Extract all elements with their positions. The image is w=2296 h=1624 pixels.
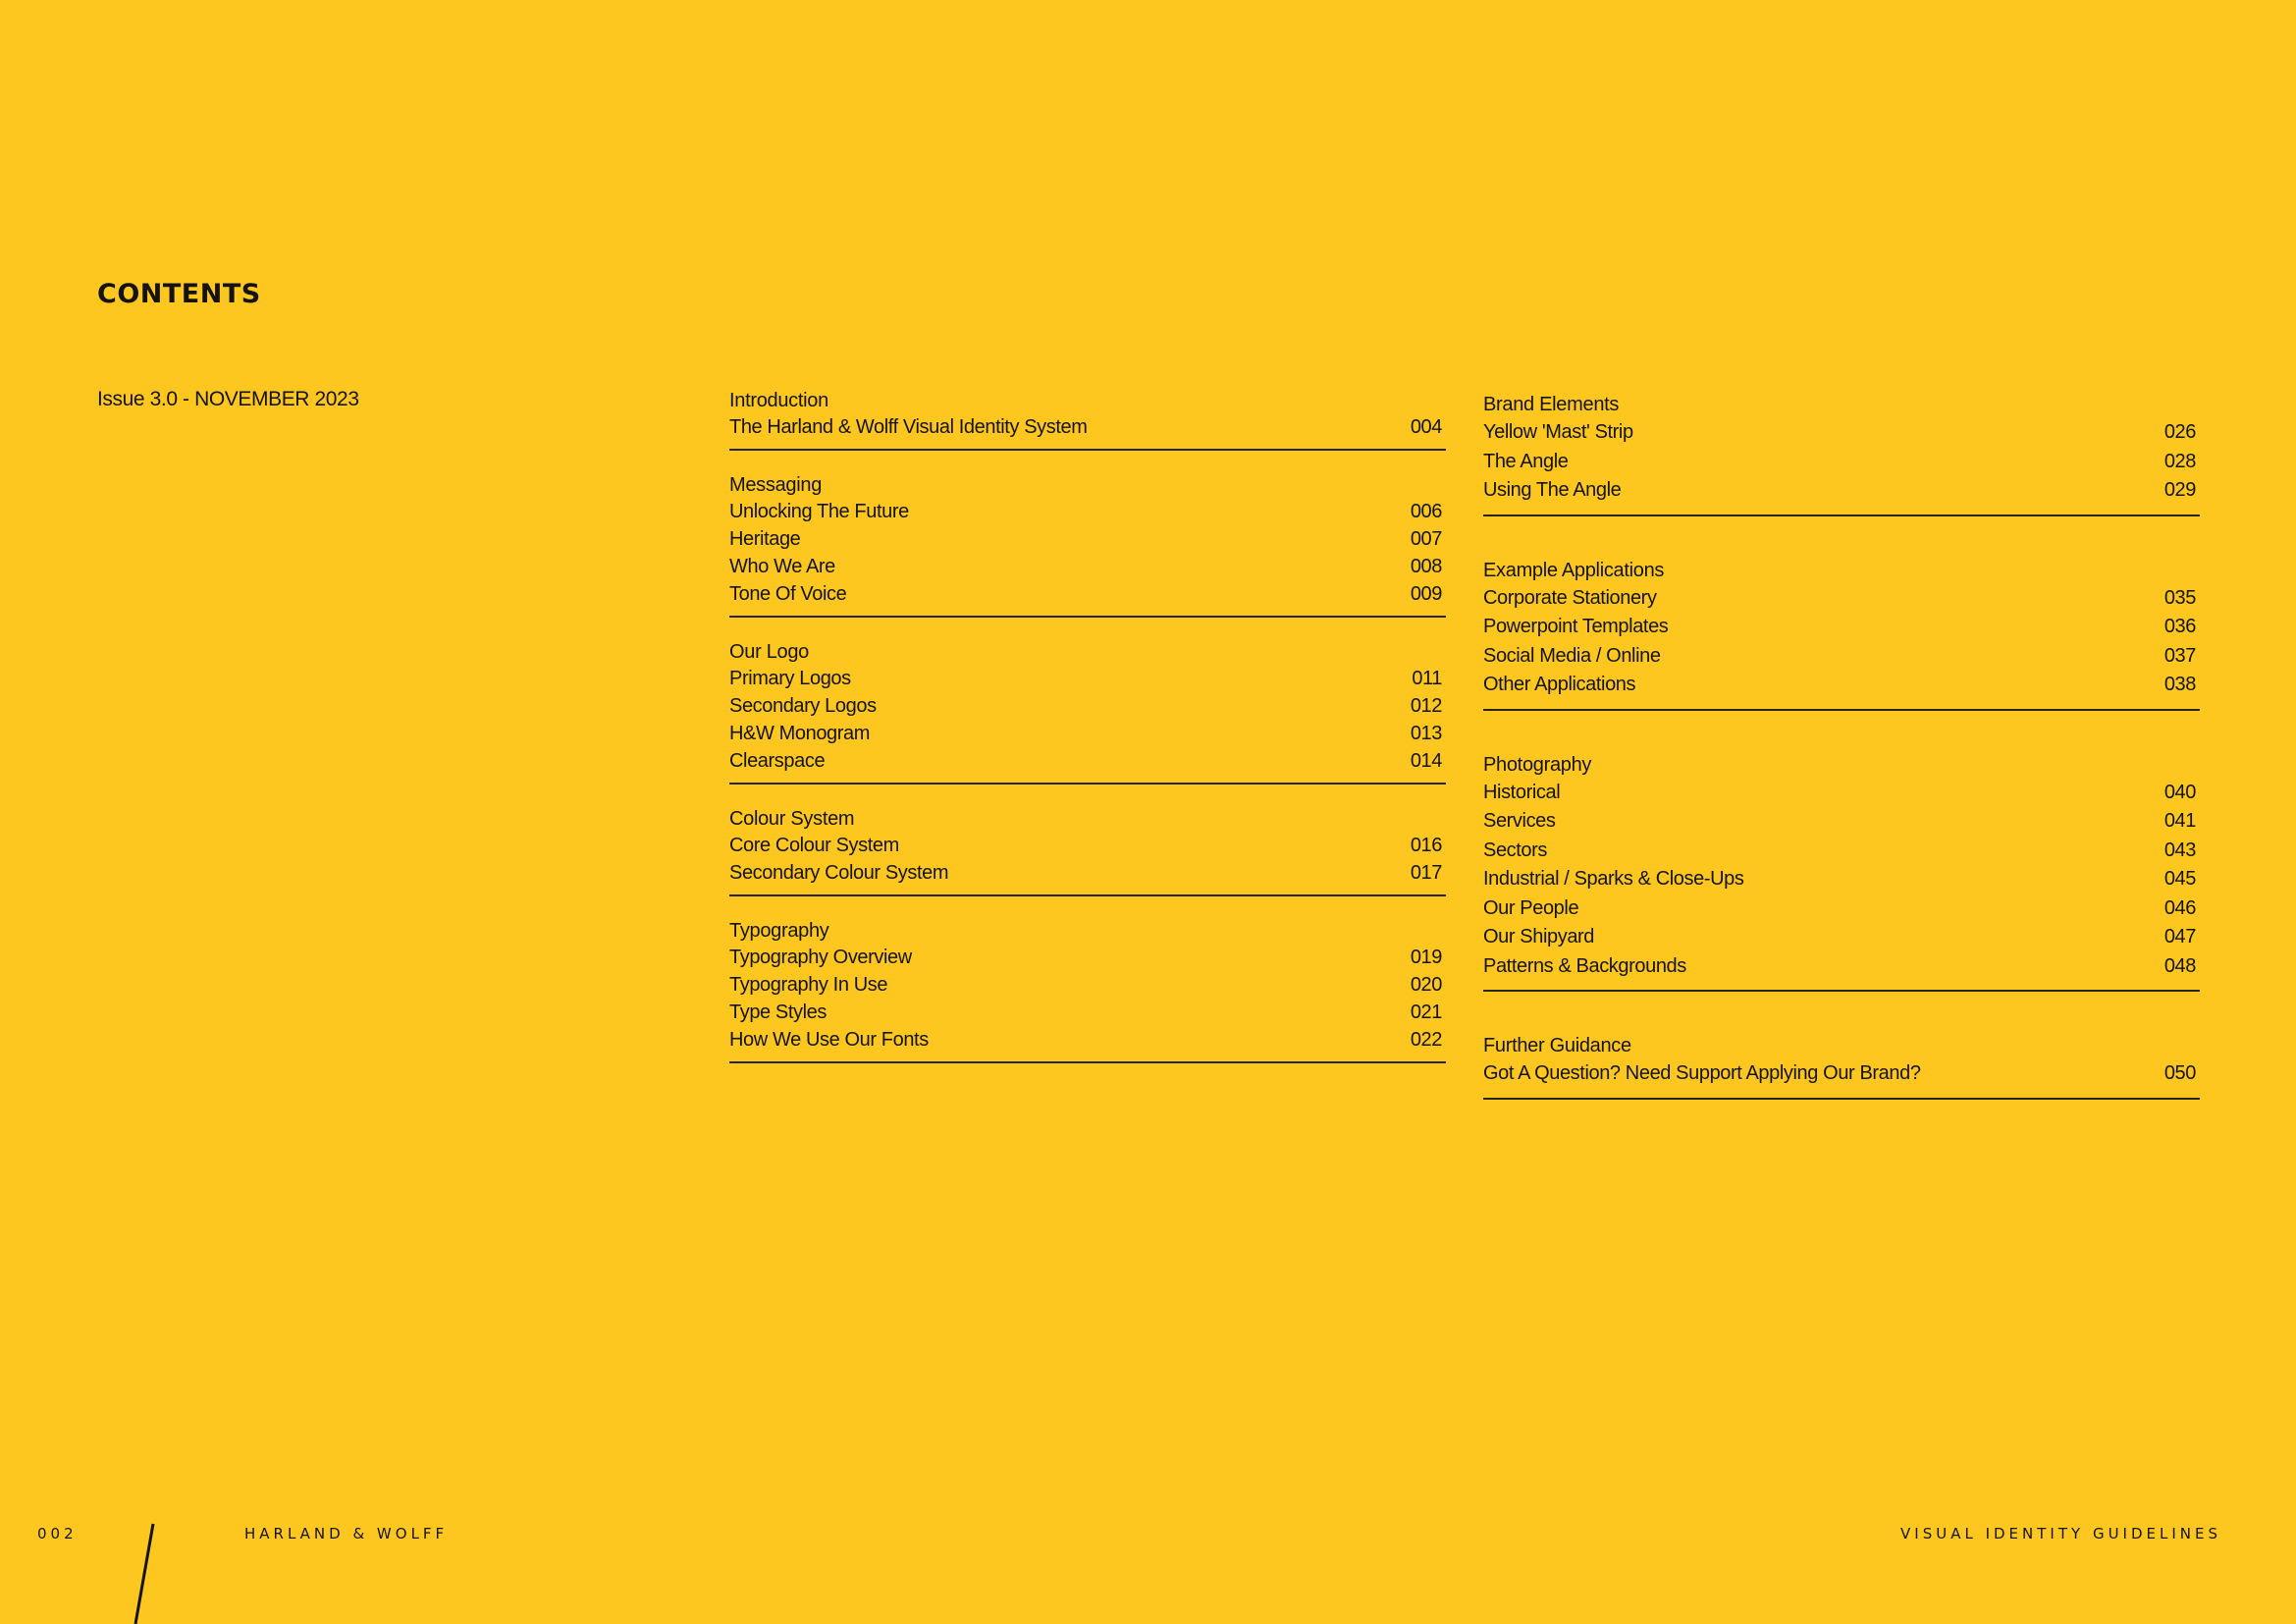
page-title: CONTENTS [97,279,261,309]
toc-section-title: Example Applications [1483,559,1665,581]
toc-entry-label: H&W Monogram [729,723,871,744]
toc-entry-label: The Harland & Wolff Visual Identity System [729,416,1088,438]
toc-section [1483,391,2200,516]
toc-section-title: Our Logo [729,641,809,663]
toc-entry-page: 012 [1410,695,1442,717]
toc-entry-label: Got A Question? Need Support Applying Our Brand? [1483,1062,1921,1084]
toc-entry[interactable] [729,665,1446,692]
toc-entry-page: 004 [1410,416,1442,438]
toc-column-right [1483,391,2200,1140]
toc-entry-label: Other Applications [1483,674,1636,695]
toc-entry-label: Heritage [729,528,801,550]
toc-entry-label: Typography In Use [729,974,888,996]
toc-entry-label: Sectors [1483,839,1548,861]
toc-section-title: Messaging [729,474,823,496]
toc-section-title: Photography [1483,753,1592,776]
toc-entry-label: How We Use Our Fonts [729,1029,929,1051]
toc-entry[interactable] [1483,671,2200,700]
toc-entry-label: Patterns & Backgrounds [1483,954,1686,977]
toc-entry-label: Historical [1483,781,1561,803]
toc-section [729,918,1446,1063]
toc-entry-label: Primary Logos [729,668,851,689]
toc-entry[interactable] [1483,894,2200,924]
toc-entry[interactable] [729,580,1446,608]
toc-entry[interactable] [729,999,1446,1026]
toc-entry[interactable] [1483,448,2200,477]
toc-entry-label: The Angle [1483,450,1569,472]
toc-entry[interactable] [1483,923,2200,952]
toc-section-title: Introduction [729,390,828,411]
toc-entry[interactable] [729,525,1446,553]
toc-entry[interactable] [729,692,1446,720]
toc-entry-page: 019 [1410,947,1442,968]
toc-section [1483,1032,2200,1100]
toc-entry[interactable] [729,832,1446,859]
diagonal-slash-icon [128,1522,157,1624]
toc-entry[interactable] [1483,613,2200,642]
toc-entry[interactable] [729,498,1446,525]
issue-label: Issue 3.0 - NOVEMBER 2023 [97,388,359,410]
toc-entry-label: Social Media / Online [1483,644,1661,667]
toc-entry[interactable] [729,944,1446,971]
toc-entry-label: Industrial / Sparks & Close-Ups [1483,868,1744,890]
toc-entry-page: 014 [1410,750,1442,772]
toc-entry-label: Services [1483,810,1556,832]
toc-entry[interactable] [1483,779,2200,808]
toc-entry-label: Powerpoint Templates [1483,616,1669,637]
toc-section [1483,751,2200,993]
toc-entry-page: 048 [2163,954,2196,977]
toc-entry-label: Secondary Colour System [729,862,949,884]
toc-entry-label: Our Shipyard [1483,926,1595,947]
toc-entry-page: 016 [1410,835,1442,856]
toc-entry-page: 029 [2163,479,2196,501]
toc-entry[interactable] [1483,642,2200,672]
toc-entry-page: 008 [1410,556,1442,577]
toc-entry-page: 022 [1410,1029,1442,1051]
toc-section-title: Typography [729,920,829,942]
toc-entry[interactable] [1483,865,2200,894]
toc-entry[interactable] [729,1026,1446,1054]
toc-entry-label: Unlocking The Future [729,501,909,522]
toc-entry-label: Typography Overview [729,947,912,968]
toc-entry[interactable] [729,720,1446,747]
footer-page-number: 002 [37,1525,78,1543]
footer-brand: HARLAND & WOLFF [244,1525,449,1543]
toc-section [729,639,1446,785]
toc-entry-label: Who We Are [729,556,835,577]
toc-entry-page: 021 [1410,1001,1442,1023]
toc-entry-label: Using The Angle [1483,479,1622,501]
toc-entry-label: Corporate Stationery [1483,586,1657,609]
toc-entry-page: 046 [2163,896,2196,919]
toc-entry[interactable] [1483,418,2200,448]
toc-entry[interactable] [1483,584,2200,614]
toc-section [729,806,1446,896]
toc-entry[interactable] [1483,1059,2200,1089]
toc-entry-page: 038 [2163,674,2196,695]
toc-entry-page: 020 [1410,974,1442,996]
toc-entry-page: 045 [2163,868,2196,890]
toc-entry-page: 040 [2163,781,2196,803]
toc-section [729,388,1446,451]
toc-section-title: Further Guidance [1483,1035,1631,1056]
toc-entry[interactable] [729,859,1446,887]
toc-entry[interactable] [729,971,1446,999]
toc-entry-page: 035 [2163,586,2196,609]
toc-entry-label: Core Colour System [729,835,899,856]
toc-entry-page: 037 [2163,644,2196,667]
toc-entry-label: Tone Of Voice [729,583,847,605]
toc-entry-label: Our People [1483,896,1579,919]
toc-entry-label: Clearspace [729,750,826,772]
toc-entry-page: 013 [1410,723,1442,744]
toc-entry[interactable] [729,413,1446,441]
toc-entry-page: 006 [1410,501,1442,522]
toc-entry[interactable] [1483,807,2200,837]
toc-entry[interactable] [729,553,1446,580]
toc-section-title: Brand Elements [1483,394,1620,415]
toc-section [729,472,1446,618]
toc-entry[interactable] [1483,837,2200,866]
toc-entry-label: Yellow 'Mast' Strip [1483,421,1633,443]
toc-entry-page: 009 [1410,583,1442,605]
toc-entry-page: 028 [2163,450,2196,472]
toc-entry[interactable] [1483,952,2200,982]
toc-entry[interactable] [729,747,1446,775]
toc-section-title: Colour System [729,808,855,830]
toc-entry-label: Type Styles [729,1001,827,1023]
toc-column-left [729,388,1446,1085]
toc-entry-page: 011 [1412,668,1442,689]
toc-entry-page: 036 [2163,616,2196,637]
toc-entry-page: 050 [2163,1062,2196,1084]
toc-entry-page: 043 [2163,839,2196,861]
toc-entry[interactable] [1483,476,2200,506]
toc-entry-page: 047 [2163,926,2196,947]
footer-doc-title: VISUAL IDENTITY GUIDELINES [1900,1525,2221,1543]
toc-entry-page: 007 [1410,528,1442,550]
toc-entry-page: 041 [2163,810,2196,832]
toc-entry-label: Secondary Logos [729,695,877,717]
toc-entry-page: 017 [1410,862,1442,884]
toc-entry-page: 026 [2163,421,2196,443]
toc-section [1483,557,2200,711]
